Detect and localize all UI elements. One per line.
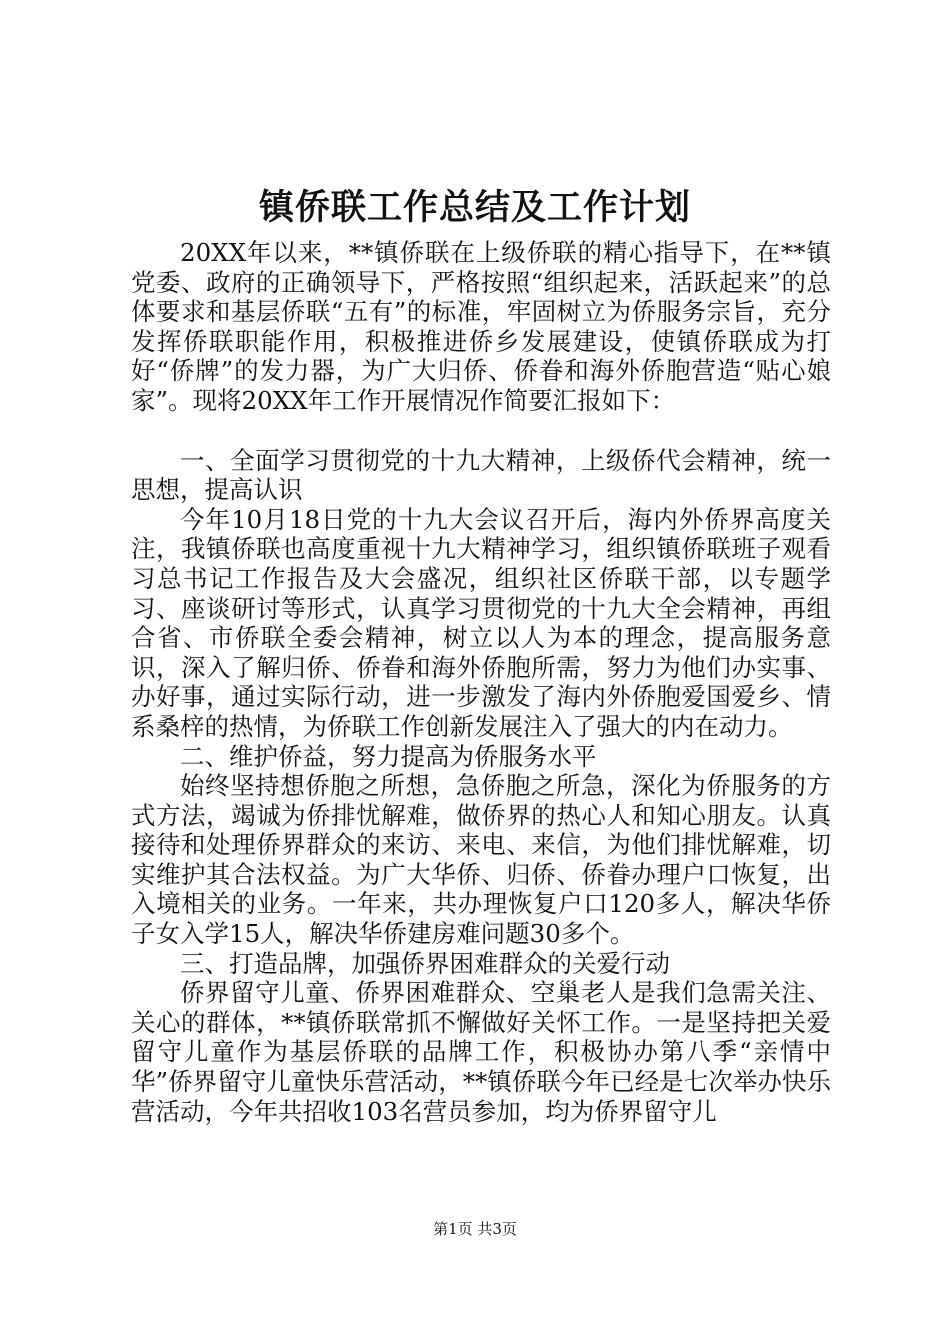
intro-paragraph: 20XX年以来，**镇侨联在上级侨联的精心指导下，在**镇党委、政府的正确领导下，严格按照“组织起来，活跃起来”的总体要求和基层侨联“五有”的标准，牢固树立为侨服务宗旨，充分发挥侨联职能作用，积极推进侨乡发展建设，使镇侨联成为打好“侨牌”的发力器，为广大归侨、侨眷和海外侨胞营造“贴心娘家”。现将20XX年工作开展情况作简要汇报如下： [131, 238, 831, 415]
page-footer: 第1页 共3页 [433, 1220, 517, 1238]
section-paragraph-1: 今年10月18日党的十九大会议召开后，海内外侨界高度关注，我镇侨联也高度重视十九大精神学习，组织镇侨联班子观看习总书记工作报告及大会盛况，组织社区侨联干部，以专题学习、座谈研讨等形式，认真学习贯彻党的十九大全会精神，再组合省、市侨联全委会精神，树立以人为本的理念，提高服务意识，深入了解归侨、侨眷和海外侨胞所需，努力为他们办实事、办好事，通过实际行动，进一步激发了海内外侨胞爱国爱乡、情系桑梓的热情，为侨联工作创新发展注入了强大的内在动力。 [131, 504, 831, 741]
document-body [131, 238, 831, 1126]
paragraph-gap [131, 416, 831, 446]
section-paragraph-2: 始终坚持想侨胞之所想，急侨胞之所急，深化为侨服务的方式方法，竭诚为侨排忧解难，做侨界的热心人和知心朋友。认真接待和处理侨界群众的来访、来电、来信，为他们排忧解难，切实维护其合法权益。为广大华侨、归侨、侨眷办理户口恢复，出入境相关的业务。一年来，共办理恢复户口120多人，解决华侨子女入学15人，解决华侨建房难问题30多个。 [131, 771, 831, 949]
section-heading-1: 一、全面学习贯彻党的十九大精神，上级侨代会精神，统一思想，提高认识 [131, 445, 831, 505]
document-title: 镇侨联工作总结及工作计划 [258, 187, 691, 228]
section-heading-3: 三、打造品牌，加强侨界困难群众的关爱行动 [180, 948, 670, 978]
section-paragraph-3: 侨界留守儿童、侨界困难群众、空巢老人是我们急需关注、关心的群体，**镇侨联常抓不懈做好关怀工作。一是坚持把关爱留守儿童作为基层侨联的品牌工作，积极协办第八季“亲情中华”侨界留守儿童快乐营活动，**镇侨联今年已经是七次举办快乐营活动，今年共招收103名营员参加，均为侨界留守儿 [131, 978, 831, 1126]
section-heading-2: 二、维护侨益，努力提高为侨服务水平 [180, 741, 597, 771]
